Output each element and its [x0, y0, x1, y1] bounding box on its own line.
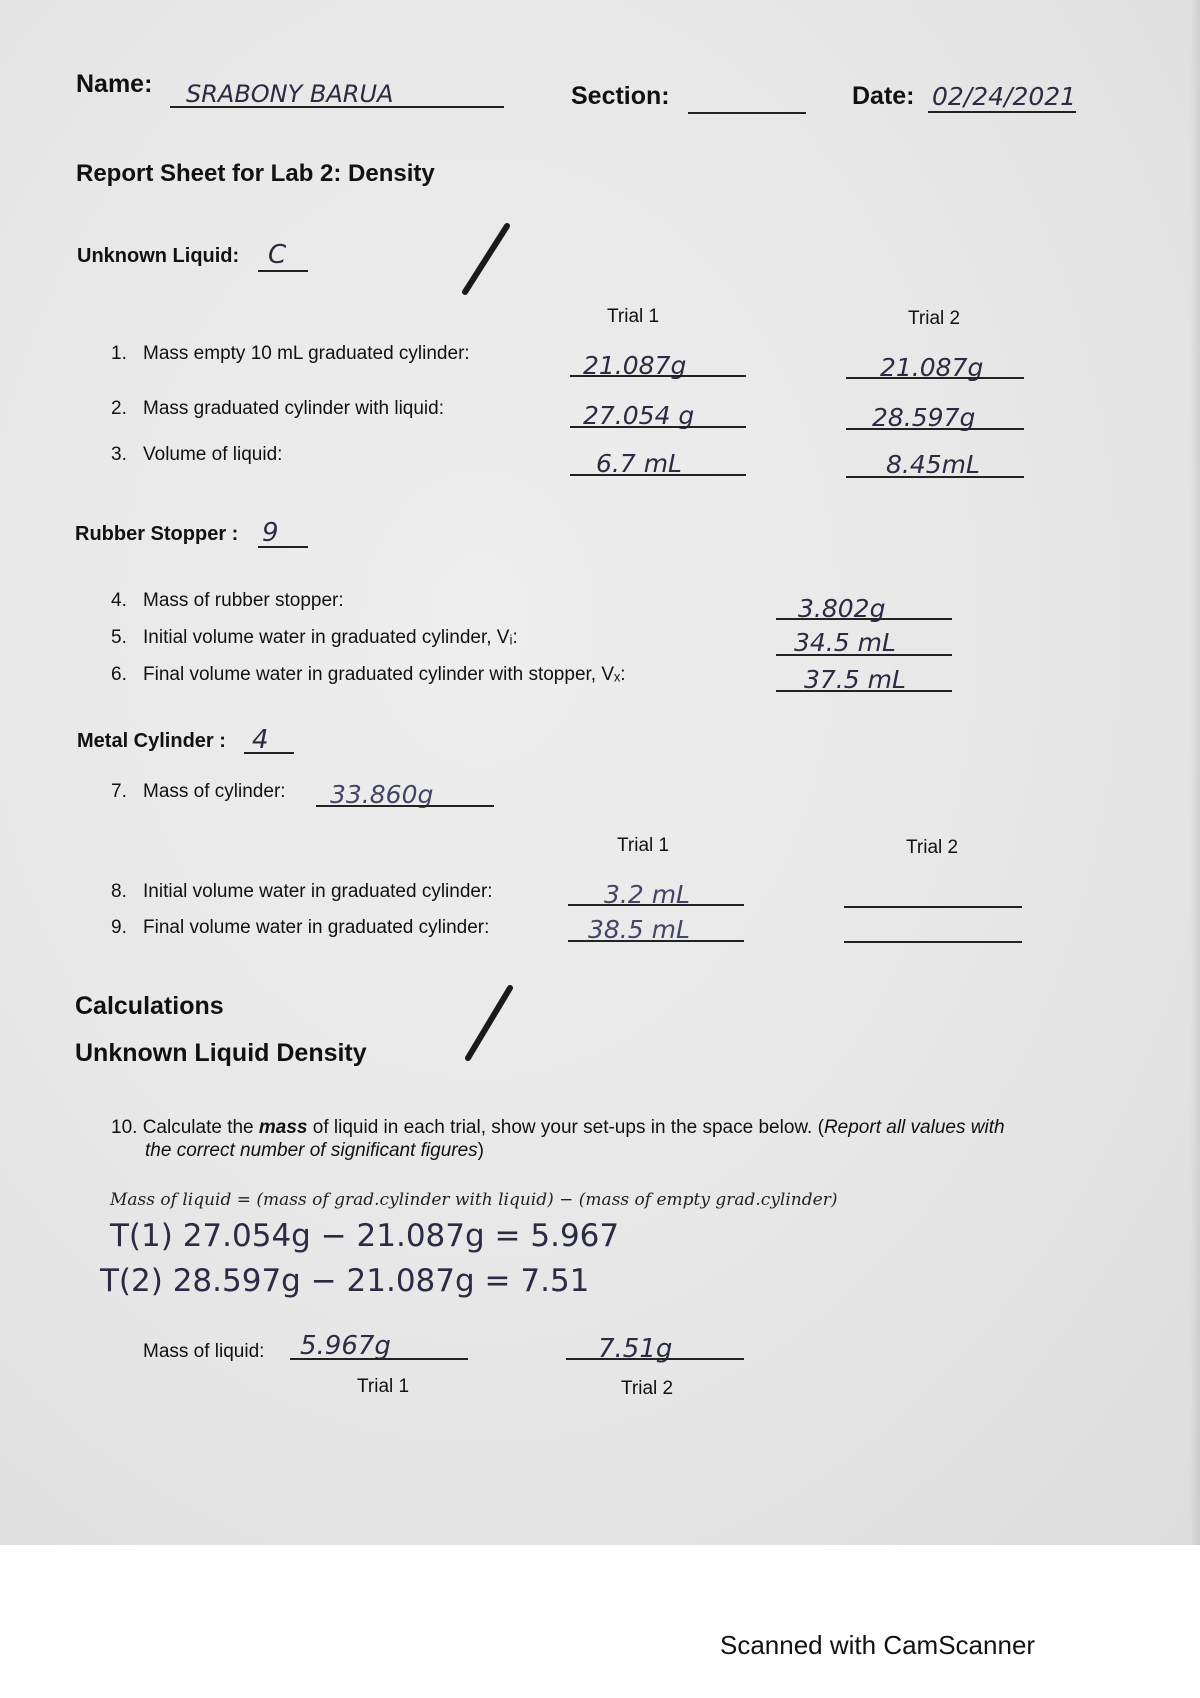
item-7: 7. Mass of cylinder:: [111, 781, 286, 802]
item-label: Mass of cylinder:: [143, 781, 286, 802]
item-1: 1. Mass empty 10 mL graduated cylinder:: [111, 343, 470, 364]
question-10-line2: the correct number of significant figures): [145, 1140, 484, 1161]
name-value: SRABONY BARUA: [186, 80, 394, 108]
item-9: 9. Final volume water in graduated cylinder:: [111, 917, 490, 938]
mass-of-liquid-label: Mass of liquid:: [143, 1341, 265, 1362]
item-6: 6. Final volume water in graduated cylinder with stopper, Vₓ:: [111, 664, 626, 685]
item-4: 4. Mass of rubber stopper:: [111, 590, 344, 611]
trial1-header-2: Trial 1: [617, 835, 670, 856]
trial2-header-2: Trial 2: [906, 837, 959, 858]
page-title: Report Sheet for Lab 2: Density: [76, 160, 435, 187]
item-2-trial1: 27.054 g: [583, 401, 695, 430]
mass-formula: Mass of liquid = (mass of grad.cylinder with liquid) − (mass of empty grad.cylinder): [110, 1190, 838, 1210]
item-8: 8. Initial volume water in graduated cylinder:: [111, 881, 493, 902]
trial2-header: Trial 2: [908, 308, 961, 329]
item-3: 3. Volume of liquid:: [111, 444, 283, 465]
item-1-trial1: 21.087g: [583, 351, 687, 380]
question-10: 10. Calculate the mass of liquid in each trial, show your set-ups in the space below. (Report all values with: [111, 1117, 1005, 1138]
mass-of-liquid-trial1-caption: Trial 1: [357, 1376, 410, 1397]
item-label: Volume of liquid:: [143, 444, 283, 465]
item-label: Mass of rubber stopper:: [143, 590, 344, 611]
metal-cylinder-label: Metal Cylinder :: [77, 730, 226, 752]
item-8-trial1: 3.2 mL: [604, 880, 690, 909]
item-3-trial2: 8.45mL: [886, 450, 980, 479]
item-6-value: 37.5 mL: [804, 665, 906, 694]
work-trial1: T(1) 27.054g − 21.087g = 5.967: [110, 1218, 620, 1254]
metal-cylinder-value: 4: [252, 725, 269, 755]
calculations-heading: Calculations: [75, 992, 224, 1020]
rubber-stopper-label: Rubber Stopper :: [75, 523, 239, 545]
item-4-value: 3.802g: [798, 594, 886, 623]
item-label: Mass empty 10 mL graduated cylinder:: [143, 343, 470, 364]
item-label: Final volume water in graduated cylinder with stopper, Vₓ:: [143, 664, 626, 685]
rubber-stopper-value: 9: [262, 518, 279, 548]
unknown-liquid-value: C: [268, 240, 287, 270]
item-5: 5. Initial volume water in graduated cylinder, Vᵢ:: [111, 627, 518, 648]
item-1-trial2: 21.087g: [880, 353, 984, 382]
date-value: 02/24/2021: [932, 82, 1077, 111]
name-label: Name:: [76, 70, 153, 98]
item-label: Mass graduated cylinder with liquid:: [143, 398, 444, 419]
item-label: Initial volume water in graduated cylinder:: [143, 881, 493, 902]
item-7-value: 33.860g: [330, 780, 434, 809]
item-2: 2. Mass graduated cylinder with liquid:: [111, 398, 444, 419]
calculations-subheading: Unknown Liquid Density: [75, 1039, 367, 1067]
section-label: Section:: [571, 82, 670, 110]
item-label: Final volume water in graduated cylinder:: [143, 917, 490, 938]
mass-of-liquid-trial2-caption: Trial 2: [621, 1378, 674, 1399]
mass-of-liquid-trial1: 5.967g: [300, 1331, 391, 1361]
item-2-trial2: 28.597g: [872, 403, 976, 432]
mass-of-liquid-trial2: 7.51g: [598, 1334, 673, 1364]
item-label: Initial volume water in graduated cylinder, Vᵢ:: [143, 627, 518, 648]
pen-mark-icon: [458, 984, 518, 1064]
item-5-value: 34.5 mL: [794, 628, 896, 657]
unknown-liquid-label: Unknown Liquid:: [77, 245, 240, 267]
work-trial2: T(2) 28.597g − 21.087g = 7.51: [100, 1263, 590, 1299]
pen-mark-icon: [455, 222, 515, 298]
camscanner-footer: Scanned with CamScanner: [720, 1630, 1036, 1660]
date-label: Date:: [852, 82, 915, 110]
trial1-header: Trial 1: [607, 306, 660, 327]
item-3-trial1: 6.7 mL: [596, 449, 682, 478]
item-9-trial1: 38.5 mL: [588, 915, 690, 944]
